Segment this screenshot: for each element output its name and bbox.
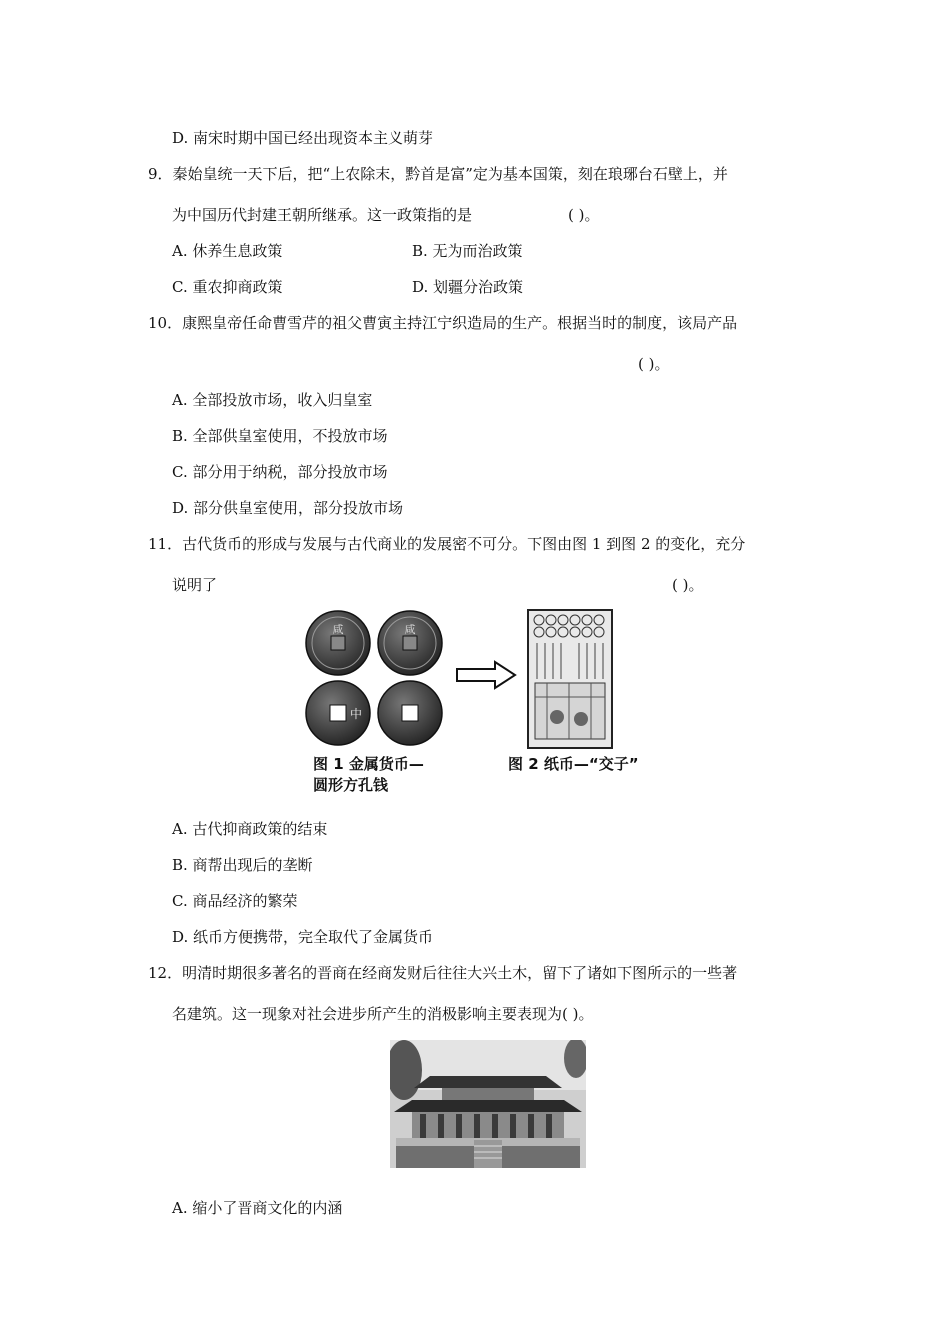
q10-stem-line1: 10．康熙皇帝任命曹雪芹的祖父曹寅主持江宁织造局的生产。根据当时的制度，该局产品 [148, 314, 738, 332]
q9-option-b: B. 无为而治政策 [412, 242, 523, 260]
coin2-char: 咸 [404, 623, 416, 636]
q10-option-c: C. 部分用于纳税，部分投放市场 [172, 463, 388, 481]
shanxi-merchant-building-photo [390, 1040, 586, 1168]
q11-stem-line2: 说明了 [172, 576, 218, 594]
coin-top-right [378, 611, 442, 675]
q9-stem-line2: 为中国历代封建王朝所继承。这一政策指的是 [172, 206, 473, 224]
figure1-caption-line1: 图 1 金属货币— [313, 755, 424, 773]
figure2-caption: 图 2 纸币—“交子” [508, 755, 639, 773]
q12-stem-line2: 名建筑。这一现象对社会进步所产生的消极影响主要表现为( )。 [172, 1005, 594, 1023]
q10-answer-blank: ( )。 [638, 355, 670, 373]
q11-option-a: A. 古代抑商政策的结束 [172, 820, 328, 838]
q11-option-b: B. 商帮出现后的垄断 [172, 856, 313, 874]
coin-bottom-right [378, 681, 442, 745]
q11-answer-blank: ( )。 [672, 576, 704, 594]
q9-option-c: C. 重农抑商政策 [172, 278, 283, 296]
q10-option-b: B. 全部供皇室使用，不投放市场 [172, 427, 388, 445]
q9-stem-line1: 9．秦始皇统一天下后，把“上农除末，黔首是富”定为基本国策，刻在琅琊台石壁上，并 [148, 165, 728, 183]
q12-stem-line1: 12．明清时期很多著名的晋商在经商发财后往往大兴土木，留下了诸如下图所示的一些著 [148, 964, 738, 982]
coins-illustration [300, 605, 450, 755]
coin3-char: 中 [349, 707, 363, 721]
q11-option-d: D. 纸币方便携带，完全取代了金属货币 [172, 928, 434, 946]
q9-answer-blank: ( )。 [568, 206, 600, 224]
q10-option-d: D. 部分供皇室使用，部分投放市场 [172, 499, 404, 517]
coin1-char: 咸 [332, 623, 344, 636]
q8-option-d: D. 南宋时期中国已经出现资本主义萌芽 [172, 129, 434, 147]
figure1-caption-line2: 圆形方孔钱 [313, 776, 389, 794]
coins-figure [300, 605, 450, 755]
q9-option-d: D. 划疆分治政策 [412, 278, 524, 296]
arrow-icon [455, 660, 517, 690]
q12-option-a: A. 缩小了晋商文化的内涵 [172, 1199, 343, 1217]
q10-option-a: A. 全部投放市场，收入归皇室 [172, 391, 373, 409]
q11-stem-line1: 11．古代货币的形成与发展与古代商业的发展密不可分。下图由图 1 到图 2 的变化，充分 [148, 535, 746, 553]
q11-option-c: C. 商品经济的繁荣 [172, 892, 298, 910]
q9-option-a: A. 休养生息政策 [172, 242, 283, 260]
jiaozi-banknote-image [527, 609, 613, 749]
coin-top-left [306, 611, 370, 675]
